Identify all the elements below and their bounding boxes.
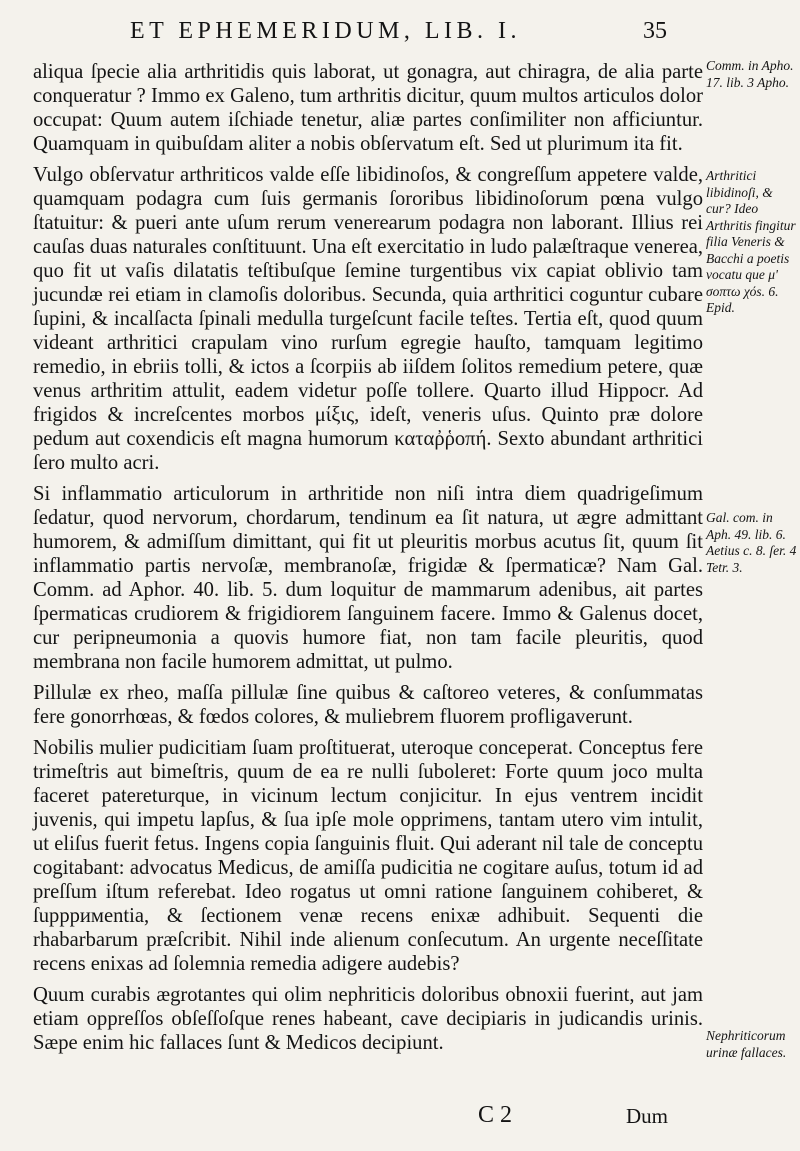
- margin-note-nephritic: Nephriticorum urinæ fallaces.: [706, 1028, 787, 1060]
- page-number: 35: [643, 18, 667, 44]
- margin-note-gal-aetius: Gal. com. in Aph. 49. lib. 6. Aetius c. 8. ſer. 4 Tetr. 3.: [706, 510, 797, 575]
- margin-note-galen-comm: Comm. in Apho. 17. lib. 3 Apho.: [706, 58, 794, 90]
- paragraph-nephritic-urines: Quum curabis ægrotantes qui olim nephriticis doloribus obnoxii fuerint, aut jam etiam oppreſſos obſeſſoſque renes habeant, cave decipiaris in judicandis urinis. Sæpe enim hic fallaces ſunt & Medicos decipiunt.: [33, 984, 703, 1054]
- page-header: [0, 12, 800, 52]
- paragraph-noble-woman: Nobilis mulier pudicitiam ſuam proſtituerat, uteroque conceperat. Conceptus fere trimeſtris aut bimeſtris, quum de ea re nulli ſuboleret: Forte quum joco multa faceret patereturque, in vicinum lectum conjicitur. In ejus ventrem incidit juvenis, qui impetu lapſus, & ſua ipſe mole opprimens, tantam utero vim intulit, ut eliſus fuerit fetus. Ingens copia ſanguinis fluit. Qui aderant nil tale de conceptu cogitabant: advocatus Medicus, de amiſſa pudicitia ne cogitare auſus, totum id ad preſſum iſtum referebat. Ideo rogatus ut omni ratione ſanguinem cohiberet, & ſuppримentia, & ſectionem venæ recens enixæ adhibuit. Sequenti die rhabarbarum præſcribit. Nihil inde alienum conſecutum. An urgente neceſſitate recens enixas ad ſolemnia remedia adigere audebis?: [33, 737, 703, 975]
- signature-mark: C 2: [478, 1102, 513, 1128]
- margin-note-arthritici: Arthritici libidinoſi, & cur? Ideo Arthritis fingitur filia Veneris & Bacchi a poetis vocatu que μ' σοπτω χόs. 6. Epid.: [706, 168, 796, 315]
- catchword: Dum: [626, 1104, 668, 1128]
- page-footer: [0, 1098, 800, 1138]
- paragraph-inflammation: Si inflammatio articulorum in arthritide non niſi intra diem quadrigeſimum ſedatur, quod nervorum, chordarum, tendinum ea ſit natura, ut ægre admittant humorem, & admiſſum dimittant, qui fit ut pleuritis morbus acutus ſit, quum ſit inflammatio partis nervoſæ, membranoſæ, frigidæ & ſpermaticæ? Nam Gal. Comm. ad Aphor. 40. lib. 5. dum loquitur de mammarum adenibus, ait partes ſpermaticas crudiorem & frigidiorem ſanguinem facere. Immo & Galenus docet, cur peripneumonia a quovis humore fiat, non tam facile pleuritis, quod membrana non facile humorem admittat, ut pulmo.: [33, 483, 703, 673]
- paragraph-arthritics-libidinous: Vulgo obſervatur arthriticos valde eſſe libidinoſos, & congreſſum appetere valde, quamquam podagra cum ſuis germanis ſororibus libidinoſorum pœna vulgo ſtatuitur: & pueri ante uſum rerum venerearum podagra non laborant. Illius rei cauſas duas naturales conſtituunt. Una eſt exercitatio in ludo palæſtraque venerea, quo fit ut vaſis dilatatis teſtibuſque ſemine turgentibus vix capiat oblivio tam jucundæ rei etiam in clamoſis doloribus. Secunda, quia arthritici coguntur cubare ſupini, & incalſacta ſpinali medulla turgeſcunt facile teſtes. Tertia eſt, quod quum videant arthritici crapulam vino rurſum egregie hauſto, tamquam legitimo remedio, in ebriis tolli, & ictos a ſcorpiis ab iiſdem ſolitos remedium petere, quæ venus arthritim attulit, eadem videtur poſſe tollere. Quarto illud Hippocr. Ad frigidos & increſcentes morbos μίξις, ideſt, veneris uſus. Quinto præ dolore pedum aut coxendicis eſt magna humorum καταῤῥοπή. Sexto abundant arthritici ſero multo acri.: [33, 164, 703, 474]
- main-text-column: [33, 60, 703, 1055]
- paragraph-pills-rheo: Pillulæ ex rheo, maſſa pillulæ ſine quibus & caſtoreo veteres, & conſummatas fere gonorrhœas, & fœdos colores, & muliebrem fluorem profligaverunt.: [33, 682, 703, 728]
- paragraph-arthritis-parts: aliqua ſpecie alia arthritidis quis laborat, ut gonagra, aut chiragra, de alia parte conqueratur ? Immo ex Galeno, tum arthritis dicitur, quum multos articulos dolor occupat: Quum autem iſchiade tenetur, aliæ partes conſimiliter non afficiuntur. Quamquam in quibuſdam aliter a nobis obſervatum eſt. Sed ut plurimum ita fit.: [33, 61, 703, 155]
- running-head: ET EPHEMERIDUM, LIB. I.: [130, 18, 522, 44]
